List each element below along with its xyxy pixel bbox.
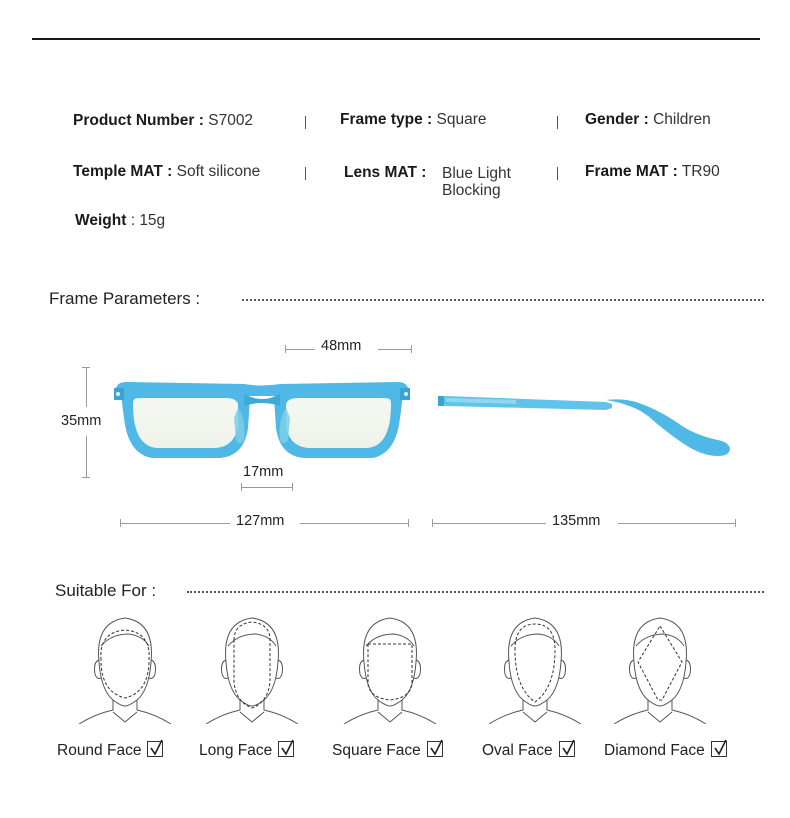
face-label-diamond <box>604 741 727 760</box>
section-dotted-rule <box>187 591 764 593</box>
dimension-line <box>618 523 736 524</box>
dimension-tick <box>285 345 286 353</box>
suitable-for-title: Suitable For : <box>55 581 157 600</box>
spec-separator <box>305 167 306 180</box>
checkmark-icon <box>711 741 727 757</box>
spec-gender: Gender : Children <box>585 111 711 128</box>
spec-separator <box>557 116 558 129</box>
face-label-oval <box>482 741 575 760</box>
dimension-line <box>432 523 546 524</box>
lens-width-label: 48mm <box>321 338 362 354</box>
spec-separator <box>557 167 558 180</box>
square-face-icon <box>335 612 445 724</box>
checkmark-icon <box>427 741 443 757</box>
face-label-square <box>332 741 443 760</box>
spec-product-number: Product Number : S7002 <box>73 112 254 129</box>
dimension-line <box>120 523 230 524</box>
dimension-line <box>300 523 408 524</box>
glasses-side-image <box>436 386 736 466</box>
dimension-tick <box>411 345 412 353</box>
face-label-text: Long Face <box>199 742 273 759</box>
dimension-line <box>285 349 315 350</box>
top-divider <box>32 38 760 40</box>
spec-lens-mat-label: Lens MAT : <box>344 164 427 181</box>
face-label-text: Square Face <box>332 742 421 759</box>
glasses-front-image <box>112 378 412 464</box>
spec-separator <box>305 116 306 129</box>
section-dotted-rule <box>242 299 764 301</box>
dimension-tick <box>241 483 242 491</box>
lens-height-label: 35mm <box>61 413 102 429</box>
oval-face-icon <box>480 612 590 724</box>
dimension-tick <box>408 519 409 527</box>
temple-length-label: 135mm <box>552 513 601 529</box>
long-face-icon <box>197 612 307 724</box>
checkmark-icon <box>147 741 163 757</box>
diamond-face-icon <box>605 612 715 724</box>
spec-frame-type: Frame type : Square <box>340 111 487 128</box>
face-label-text: Round Face <box>57 742 142 759</box>
face-label-long <box>199 741 294 760</box>
face-label-round <box>57 741 163 760</box>
dimension-line <box>86 436 87 478</box>
dimension-line <box>378 349 412 350</box>
dimension-line <box>86 367 87 407</box>
dimension-line <box>241 487 293 488</box>
face-label-text: Diamond Face <box>604 742 705 759</box>
dimension-tick <box>735 519 736 527</box>
spec-frame-mat: Frame MAT : TR90 <box>585 163 720 180</box>
checkmark-icon <box>278 741 294 757</box>
face-label-text: Oval Face <box>482 742 553 759</box>
dimension-tick <box>82 477 90 478</box>
spec-lens-mat-value: Blue Light Blocking <box>442 165 511 199</box>
bridge-width-label: 17mm <box>243 464 284 480</box>
spec-weight: Weight : 15g <box>75 212 166 229</box>
dimension-tick <box>292 483 293 491</box>
spec-temple-mat: Temple MAT : Soft silicone <box>73 163 261 180</box>
round-face-icon <box>70 612 180 724</box>
frame-parameters-title: Frame Parameters : <box>49 289 201 308</box>
checkmark-icon <box>559 741 575 757</box>
frame-width-label: 127mm <box>236 513 285 529</box>
